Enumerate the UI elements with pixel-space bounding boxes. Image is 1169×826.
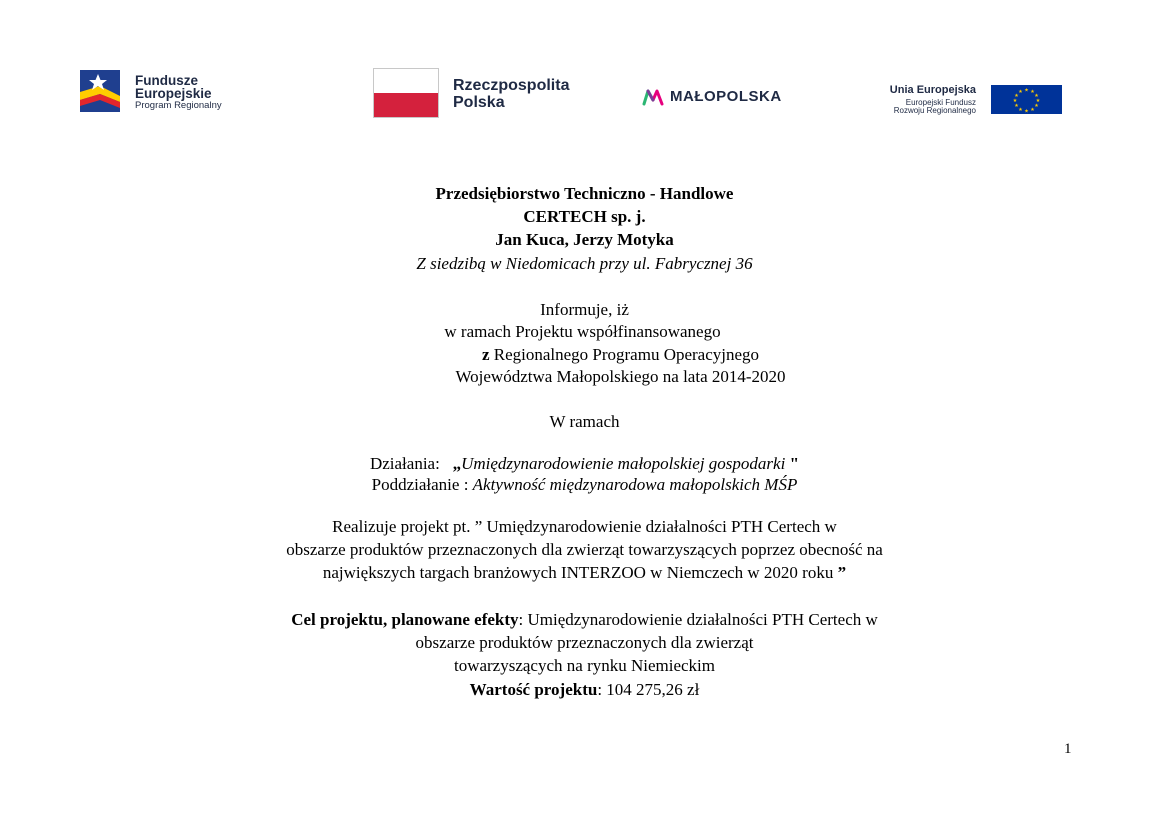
- goal-line1-rest: : Umiędzynarodowienie działalności PTH Certech w: [518, 610, 878, 629]
- goal-line1: [0, 610, 1169, 630]
- polish-flag-icon: [373, 68, 439, 118]
- goal-line2: obszarze produktów przeznaczonych dla zwierząt: [415, 633, 754, 652]
- page-number: 1: [1064, 741, 1072, 757]
- action-quote-open: „: [452, 454, 462, 473]
- malopolska-text: MAŁOPOLSKA: [670, 88, 782, 105]
- intro-line3-rest: Regionalnego Programu Operacyjnego: [489, 345, 760, 364]
- intro-line1: Informuje, iż: [540, 300, 629, 319]
- action-quote-close: ": [785, 454, 800, 473]
- fe-subtitle: Program Regionalny: [135, 100, 222, 111]
- rp-title-line1: Rzeczpospolita: [453, 77, 570, 94]
- company-name-line2: CERTECH sp. j.: [523, 207, 646, 226]
- rp-title-line2: Polska: [453, 94, 505, 111]
- project-line3-text: największych targach branżowych INTERZOO w Niemczech w 2020 roku: [322, 563, 834, 582]
- intro-line2: w ramach Projektu współfinansowanego: [444, 322, 721, 341]
- rzeczpospolita-polska-logo: [373, 68, 573, 120]
- svg-text:★: ★: [1014, 103, 1019, 109]
- eu-flag-icon: [991, 85, 1062, 114]
- unia-europejska-logo: [852, 82, 1062, 116]
- fe-title-line1: Fundusze: [135, 73, 198, 88]
- svg-text:★: ★: [1034, 93, 1039, 99]
- malopolska-logo: [642, 86, 812, 108]
- project-line3-quote: ”: [833, 563, 847, 582]
- intro-line4: Województwa Małopolskiego na lata 2014-2020: [455, 367, 786, 386]
- subaction-label: Poddziałanie :: [371, 475, 469, 494]
- action-line: [0, 454, 1169, 474]
- svg-text:★: ★: [1030, 89, 1035, 95]
- project-line1: Realizuje projekt pt. ” Umiędzynarodowienie działalności PTH Certech w: [332, 517, 837, 536]
- intro-line3-z: z: [481, 345, 490, 364]
- svg-text:★: ★: [1018, 107, 1023, 113]
- fundusze-europejskie-logo: [80, 68, 280, 116]
- malopolska-m-icon: [642, 88, 664, 106]
- ue-title: Unia Europejska: [889, 84, 976, 96]
- project-line2: obszarze produktów przeznaczonych dla zwierząt towarzyszących poprzez obecność na: [286, 540, 883, 559]
- intro-line3: [36, 345, 1169, 365]
- svg-text:★: ★: [1030, 107, 1035, 113]
- svg-text:★: ★: [1024, 87, 1029, 94]
- action-label: Działania:: [369, 454, 440, 473]
- svg-text:★: ★: [1024, 108, 1029, 114]
- svg-text:★: ★: [1014, 93, 1019, 99]
- w-ramach: W ramach: [549, 412, 620, 431]
- ue-subtitle-line1: Europejski Fundusz: [905, 98, 976, 107]
- svg-text:★: ★: [1034, 103, 1039, 109]
- company-owners: Jan Kuca, Jerzy Motyka: [495, 230, 674, 249]
- company-name-line1: Przedsiębiorstwo Techniczno - Handlowe: [435, 184, 734, 203]
- goal-line3: towarzyszących na rynku Niemieckim: [453, 656, 716, 675]
- fe-title-line2: Europejskie: [135, 86, 212, 101]
- svg-text:★: ★: [1012, 98, 1018, 104]
- fundusze-europejskie-icon: [80, 70, 120, 112]
- svg-text:★: ★: [1035, 98, 1041, 104]
- ue-subtitle-line2: Rozwoju Regionalnego: [893, 106, 976, 115]
- subaction-name: Aktywność międzynarodowa małopolskich MŚP: [472, 475, 798, 494]
- project-value-label: Wartość projektu: [469, 680, 598, 699]
- project-value: [0, 680, 1169, 700]
- goal-label: Cel projektu, planowane efekty: [291, 610, 519, 629]
- action-name: Umiędzynarodowienie małopolskiej gospodarki: [461, 454, 786, 473]
- project-line3: [0, 563, 1169, 583]
- svg-text:★: ★: [1018, 89, 1023, 95]
- subaction-line: [0, 475, 1169, 495]
- project-value-amount: : 104 275,26 zł: [597, 680, 700, 699]
- company-address: Z siedzibą w Niedomicach przy ul. Fabrycznej 36: [416, 254, 753, 273]
